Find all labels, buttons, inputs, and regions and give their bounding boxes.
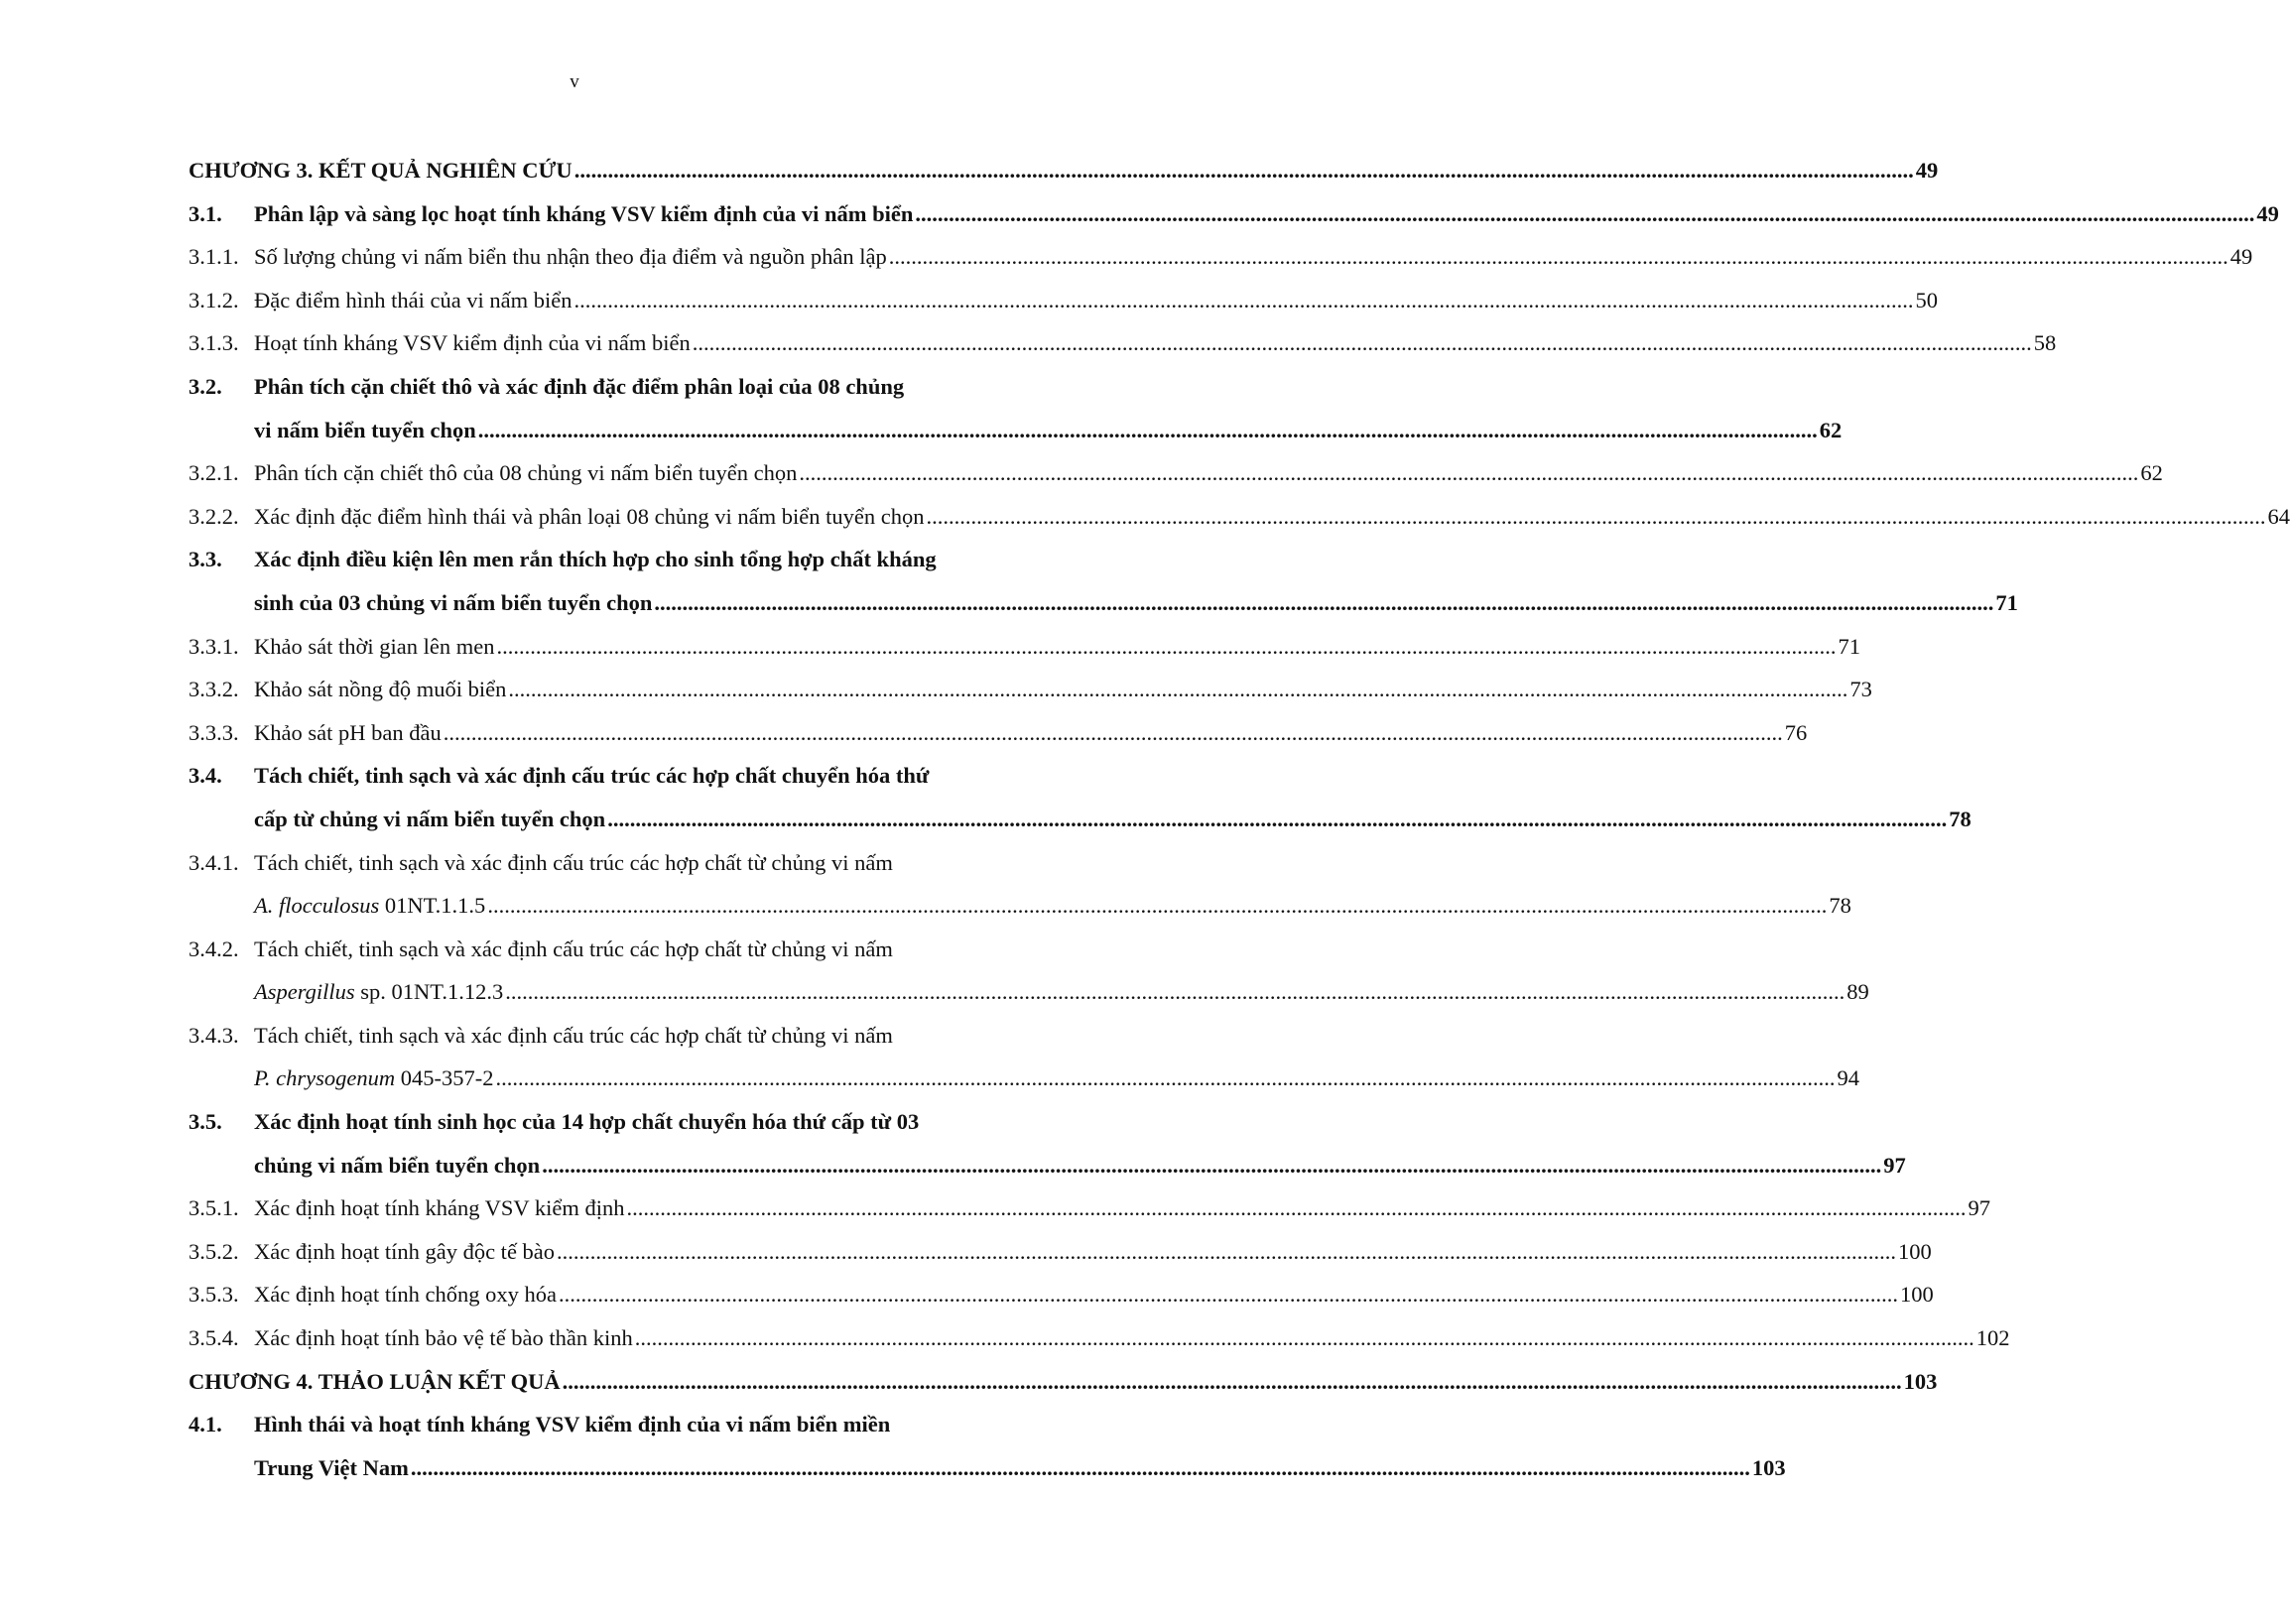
toc-entry-title-text: 01NT.1.1.5 bbox=[379, 893, 486, 919]
toc-leader-dots bbox=[574, 149, 1914, 192]
toc-entry-number: 3.4.1. bbox=[189, 849, 239, 875]
toc-entry-title bbox=[254, 884, 485, 928]
toc-entry-page: 97 bbox=[1883, 1152, 1906, 1178]
page-number: v bbox=[570, 71, 579, 92]
toc-entry-title bbox=[189, 1360, 561, 1404]
toc-entry-title bbox=[254, 1187, 625, 1230]
toc-entry[interactable] bbox=[189, 279, 1939, 322]
toc-leader-dots bbox=[411, 1446, 1750, 1490]
toc-entry-page: 78 bbox=[1829, 893, 1851, 919]
toc-entry[interactable] bbox=[189, 409, 1843, 452]
toc-entry[interactable] bbox=[189, 1187, 1991, 1230]
toc-entry-page: 94 bbox=[1837, 1065, 1859, 1091]
toc-entry-title-text: sinh của 03 chủng vi nấm biển tuyển chọn bbox=[254, 589, 653, 615]
toc-entry-title bbox=[254, 1446, 409, 1490]
toc-leader-dots bbox=[693, 321, 2032, 365]
toc-entry-number: 3.1.3. bbox=[189, 330, 239, 356]
toc-entry[interactable] bbox=[189, 235, 2253, 279]
toc-entry-title bbox=[254, 409, 476, 452]
toc-leader-dots bbox=[574, 279, 1914, 322]
toc-entry-title-text: cấp từ chủng vi nấm biển tuyển chọn bbox=[254, 806, 606, 831]
toc-entry-page: 49 bbox=[1915, 158, 1939, 183]
toc-entry-page: 50 bbox=[1915, 287, 1939, 312]
toc-entry-title-text: Khảo sát thời gian lên men bbox=[254, 633, 495, 659]
toc-entry[interactable] bbox=[189, 798, 1972, 841]
toc-entry-page: 73 bbox=[1849, 677, 1872, 702]
toc-entry-title bbox=[254, 970, 503, 1014]
toc-entry-title-text: Xác định hoạt tính sinh học của 14 hợp chất chuyển hóa thứ cấp từ 03 bbox=[254, 1109, 920, 1135]
toc-entry[interactable] bbox=[189, 668, 1872, 711]
toc-entry-page: 103 bbox=[1751, 1454, 1786, 1480]
toc-entry-title-text: Hoạt tính kháng VSV kiểm định của vi nấm biển bbox=[254, 330, 691, 356]
toc-entry-number: 3.4. bbox=[189, 763, 222, 789]
toc-entry[interactable] bbox=[189, 451, 2163, 495]
toc-entry[interactable] bbox=[189, 1144, 1906, 1187]
toc-leader-dots bbox=[559, 1273, 1898, 1316]
toc-leader-dots bbox=[607, 798, 1947, 841]
toc-entry[interactable] bbox=[189, 495, 2290, 539]
toc-entry-title bbox=[254, 928, 893, 971]
toc-entry-number: 3.5.2. bbox=[189, 1238, 239, 1264]
toc-entry-page: 100 bbox=[1899, 1282, 1934, 1308]
toc-entry-title bbox=[254, 1403, 890, 1446]
toc-entry[interactable] bbox=[189, 365, 1042, 409]
toc-entry-title bbox=[254, 798, 605, 841]
toc-entry-page: 89 bbox=[1846, 979, 1869, 1005]
toc-entry-title bbox=[254, 1316, 633, 1360]
toc-leader-dots bbox=[542, 1144, 1881, 1187]
toc-entry-title-italic: A. flocculosus bbox=[254, 893, 380, 919]
toc-entry-title bbox=[254, 321, 691, 365]
toc-leader-dots bbox=[487, 884, 1827, 928]
toc-entry[interactable] bbox=[189, 1403, 1042, 1446]
toc-entry-title-text: vi nấm biển tuyển chọn bbox=[254, 417, 476, 442]
toc-entry-title-text: Số lượng chủng vi nấm biển thu nhận theo địa điểm và nguồn phân lập bbox=[254, 244, 887, 270]
toc-leader-dots bbox=[799, 451, 2138, 495]
toc-entry-title bbox=[254, 451, 797, 495]
toc-leader-dots bbox=[889, 235, 2228, 279]
toc-entry[interactable] bbox=[189, 149, 1939, 192]
toc-entry[interactable] bbox=[189, 711, 1808, 755]
toc-entry[interactable] bbox=[189, 1273, 1934, 1316]
toc-entry-title-text: Đặc điểm hình thái của vi nấm biển bbox=[254, 287, 572, 312]
toc-entry-title-text: Phân tích cặn chiết thô của 08 chủng vi nấm biển tuyển chọn bbox=[254, 460, 798, 486]
toc-entry-title bbox=[254, 668, 506, 711]
toc-leader-dots bbox=[495, 1057, 1835, 1100]
toc-entry[interactable] bbox=[189, 1316, 2010, 1360]
toc-entry-title bbox=[254, 1230, 555, 1274]
toc-entry-page: 78 bbox=[1949, 806, 1972, 831]
toc-entry-title bbox=[254, 841, 893, 885]
toc-entry[interactable] bbox=[189, 1057, 1859, 1100]
toc-entry-page: 64 bbox=[2267, 503, 2290, 529]
toc-entry-title-text: CHƯƠNG 3. KẾT QUẢ NGHIÊN CỨU bbox=[189, 158, 572, 183]
toc-entry-title-text: Tách chiết, tinh sạch và xác định cấu trúc các hợp chất từ chủng vi nấm bbox=[254, 1022, 893, 1048]
toc-leader-dots bbox=[915, 192, 2254, 236]
toc-entry[interactable] bbox=[189, 1360, 1938, 1404]
toc-entry-title bbox=[254, 754, 929, 798]
toc-entry-title-text: Khảo sát pH ban đầu bbox=[254, 719, 442, 745]
toc-entry[interactable] bbox=[189, 1100, 1042, 1144]
toc-entry-title-text: sp. 01NT.1.12.3 bbox=[354, 979, 504, 1005]
toc-entry-title-text: Tách chiết, tinh sạch và xác định cấu trúc các hợp chất từ chủng vi nấm bbox=[254, 936, 893, 961]
toc-entry-title-text: Khảo sát nồng độ muối biển bbox=[254, 677, 507, 702]
toc-entry-page: 103 bbox=[1903, 1368, 1938, 1394]
toc-entry-title-text: Tách chiết, tinh sạch và xác định cấu trúc các hợp chất chuyển hóa thứ bbox=[254, 763, 930, 789]
toc-leader-dots bbox=[563, 1360, 1902, 1404]
toc-entry-title bbox=[254, 365, 904, 409]
toc-entry-title-text: Tách chiết, tinh sạch và xác định cấu trúc các hợp chất từ chủng vi nấm bbox=[254, 849, 893, 875]
toc-entry-page: 100 bbox=[1898, 1238, 1932, 1264]
toc-entry-page: 71 bbox=[1995, 589, 2018, 615]
toc-entry-number: 3.3.2. bbox=[189, 677, 239, 702]
toc-entry-title bbox=[189, 149, 572, 192]
toc-entry-title-text: Phân lập và sàng lọc hoạt tính kháng VSV kiểm định của vi nấm biển bbox=[254, 200, 914, 226]
toc-leader-dots bbox=[926, 495, 2265, 539]
toc-entry-number: 3.2. bbox=[189, 373, 222, 399]
toc-entry-title-text: Xác định hoạt tính kháng VSV kiểm định bbox=[254, 1195, 625, 1221]
toc-leader-dots bbox=[627, 1187, 1967, 1230]
toc-entry-title bbox=[254, 625, 494, 669]
toc-entry-page: 97 bbox=[1968, 1195, 1991, 1221]
toc-entry-title-text: Xác định hoạt tính chống oxy hóa bbox=[254, 1282, 557, 1308]
toc-entry-number: 3.1.1. bbox=[189, 244, 239, 270]
toc-leader-dots bbox=[557, 1230, 1896, 1274]
toc-entry-number: 3.3.1. bbox=[189, 633, 239, 659]
toc-entry-title bbox=[254, 192, 913, 236]
toc-entry[interactable] bbox=[189, 1014, 1042, 1058]
toc-entry-number: 3.1. bbox=[189, 200, 222, 226]
toc-entry-number: 3.4.2. bbox=[189, 936, 239, 961]
toc-entry-title-italic: Aspergillus bbox=[254, 979, 355, 1005]
toc-entry-title-text: chủng vi nấm biển tuyển chọn bbox=[254, 1152, 541, 1178]
toc-entry-number: 3.1.2. bbox=[189, 287, 239, 312]
toc-entry-title bbox=[254, 495, 924, 539]
toc-entry[interactable] bbox=[189, 1230, 1932, 1274]
toc-entry-number: 3.5.1. bbox=[189, 1195, 239, 1221]
toc-entry[interactable] bbox=[189, 625, 1860, 669]
toc-leader-dots bbox=[444, 711, 1783, 755]
toc-entry-page: 58 bbox=[2033, 330, 2057, 356]
toc-entry-number: 4.1. bbox=[189, 1412, 222, 1437]
toc-entry[interactable] bbox=[189, 754, 1042, 798]
toc-leader-dots bbox=[635, 1316, 1974, 1360]
toc-entry-title-text: Xác định hoạt tính gây độc tế bào bbox=[254, 1238, 556, 1264]
toc-entry[interactable] bbox=[189, 192, 2279, 236]
toc-entry-page: 76 bbox=[1784, 719, 1808, 745]
toc-entry-page: 62 bbox=[1819, 417, 1843, 442]
toc-entry-title-text: 045-357-2 bbox=[395, 1065, 494, 1091]
toc-entry-title-text: CHƯƠNG 4. THẢO LUẬN KẾT QUẢ bbox=[189, 1368, 561, 1394]
toc-entry-title bbox=[254, 1273, 557, 1316]
toc-entry-number: 3.5.4. bbox=[189, 1325, 239, 1351]
toc-entry-number: 3.2.2. bbox=[189, 503, 239, 529]
toc-entry[interactable] bbox=[189, 970, 1869, 1014]
toc-entry[interactable] bbox=[189, 321, 2057, 365]
toc-entry-title bbox=[254, 581, 652, 625]
toc-entry[interactable] bbox=[189, 581, 2018, 625]
toc-entry-page: 102 bbox=[1975, 1325, 2010, 1351]
toc-entry-title bbox=[254, 1014, 893, 1058]
toc-entry-number: 3.3.3. bbox=[189, 719, 239, 745]
toc-entry-title bbox=[254, 538, 937, 581]
toc-entry-title-text: Xác định hoạt tính bảo vệ tế bào thần kinh bbox=[254, 1325, 633, 1351]
toc-entry-title-text: Hình thái và hoạt tính kháng VSV kiểm định của vi nấm biển miền bbox=[254, 1412, 891, 1437]
toc-entry-number: 3.5.3. bbox=[189, 1282, 239, 1308]
toc-entry-title-text: Phân tích cặn chiết thô và xác định đặc điểm phân loại của 08 chủng bbox=[254, 373, 905, 399]
toc-entry[interactable] bbox=[189, 538, 1042, 581]
toc-entry-page: 71 bbox=[1838, 633, 1860, 659]
toc-entry[interactable] bbox=[189, 1446, 1786, 1490]
toc-entry-title bbox=[254, 1144, 540, 1187]
toc-entry-page: 62 bbox=[2140, 460, 2163, 486]
toc-entry-title-text: Xác định đặc điểm hình thái và phân loại 08 chủng vi nấm biển tuyển chọn bbox=[254, 503, 925, 529]
toc-entry-title-text: Xác định điều kiện lên men rắn thích hợp cho sinh tổng hợp chất kháng bbox=[254, 547, 937, 572]
toc-leader-dots bbox=[654, 581, 1993, 625]
toc-entry[interactable] bbox=[189, 841, 1042, 885]
toc-leader-dots bbox=[508, 668, 1847, 711]
toc-entry-number: 3.3. bbox=[189, 547, 222, 572]
toc-entry-number: 3.5. bbox=[189, 1109, 222, 1135]
toc-entry[interactable] bbox=[189, 884, 1851, 928]
toc-entry-number: 3.4.3. bbox=[189, 1022, 239, 1048]
toc-entry-number: 3.2.1. bbox=[189, 460, 239, 486]
toc-entry-title-italic: P. chrysogenum bbox=[254, 1065, 396, 1091]
toc-entry-page: 49 bbox=[2229, 244, 2253, 270]
toc-entry-title bbox=[254, 711, 442, 755]
toc-entry-title bbox=[254, 1057, 493, 1100]
toc-entry-title bbox=[254, 235, 887, 279]
toc-leader-dots bbox=[478, 409, 1818, 452]
toc-entry-title bbox=[254, 279, 572, 322]
table-of-contents bbox=[189, 149, 2290, 1489]
toc-entry[interactable] bbox=[189, 928, 1042, 971]
toc-entry-title-text: Trung Việt Nam bbox=[254, 1454, 409, 1480]
toc-entry-title bbox=[254, 1100, 919, 1144]
toc-leader-dots bbox=[505, 970, 1845, 1014]
toc-leader-dots bbox=[496, 625, 1836, 669]
toc-entry-page: 49 bbox=[2256, 200, 2279, 226]
